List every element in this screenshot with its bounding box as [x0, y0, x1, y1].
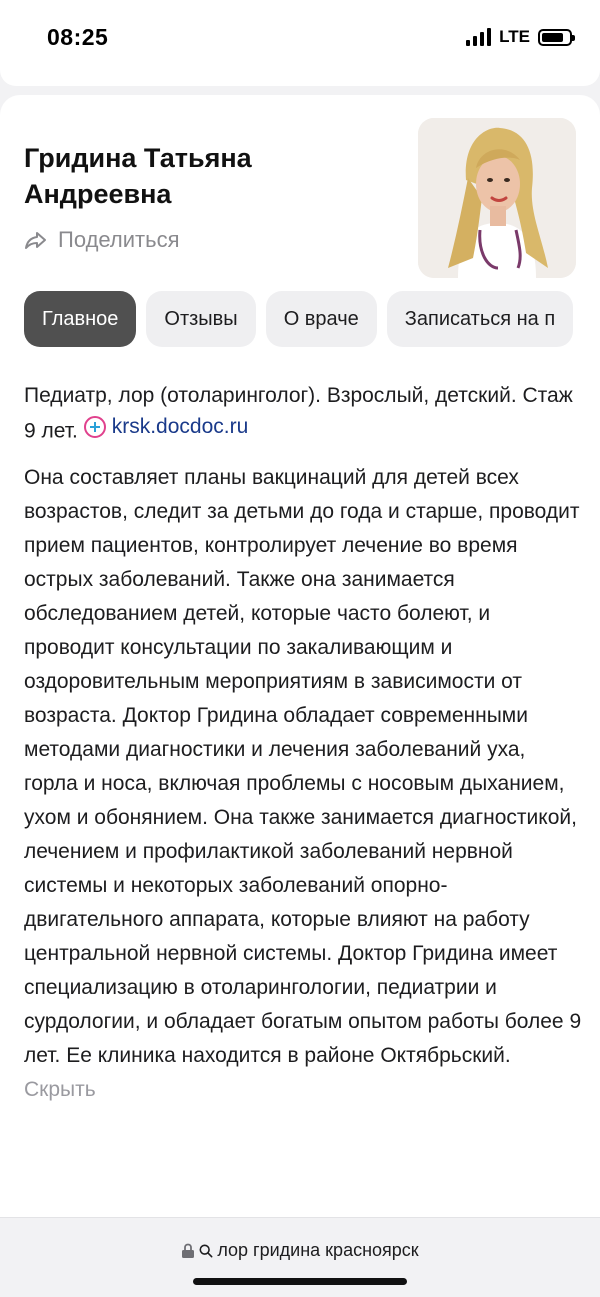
doctor-card [0, 95, 600, 1225]
docdoc-logo-icon [84, 416, 106, 438]
doctor-summary [24, 380, 584, 447]
status-icons [466, 27, 572, 47]
battery-icon [538, 29, 572, 46]
browser-bottom-bar [0, 1217, 600, 1297]
status-time: 08:25 [47, 24, 109, 50]
tab-bar [24, 291, 573, 347]
summary-text: Педиатр, лор (отоларинголог). Взрослый, детский. Стаж 9 лет. [24, 384, 573, 443]
share-button[interactable] [24, 227, 179, 253]
tab-main[interactable]: Главное [24, 291, 136, 347]
network-label: LTE [499, 27, 530, 46]
source-label: krsk.docdoc.ru [111, 415, 249, 438]
description-text: Она составляет планы вакцинаций для детей всех возрастов, следит за детьми до года и старше, проводит прием пациентов, контролирует лечение во время острых заболеваний. Также она занимается обследованием детей, которые часто болеют, и проводит консультации по закаливающим и оздоровительным мероприятиям в зависимости от возраста. Доктор Гридина обладает современными методами диагностики и лечения заболеваний уха, горла и носа, включая проблемы с носовым дыханием, ухом и обонянием. Она также занимается диагностикой, лечением и профилактикой заболеваний нервной системы и некоторых заболеваний опорно-двигательного аппарата, которые влияют на работу центральной нервной системы. Доктор Гридина имеет специализацию в отоларингологии, педиатрии и сурдологии, и обладает богатым опытом работы более 9 лет. Ее клиника находится в районе Октябрьский. [24, 466, 582, 1067]
lock-icon [181, 1243, 195, 1259]
address-text: лор гридина красноярск [217, 1240, 419, 1260]
source-link[interactable] [84, 411, 249, 442]
signal-icon [466, 28, 491, 46]
share-icon [24, 228, 48, 252]
previous-sheet-edge [0, 70, 600, 86]
home-indicator[interactable] [193, 1278, 407, 1285]
tab-book-appointment[interactable]: Записаться на п [387, 291, 573, 347]
search-icon [199, 1243, 213, 1259]
tab-about-doctor[interactable]: О враче [266, 291, 377, 347]
collapse-link[interactable]: Скрыть [24, 1078, 96, 1101]
share-label: Поделиться [58, 227, 180, 252]
doctor-photo-illustration [418, 118, 576, 278]
tab-reviews[interactable]: Отзывы [146, 291, 255, 347]
doctor-description [24, 461, 584, 1107]
doctor-photo[interactable] [418, 118, 576, 278]
doctor-name: Гридина Татьяна Андреевна [24, 143, 252, 209]
status-bar [0, 0, 600, 80]
address-bar[interactable] [0, 1240, 600, 1261]
